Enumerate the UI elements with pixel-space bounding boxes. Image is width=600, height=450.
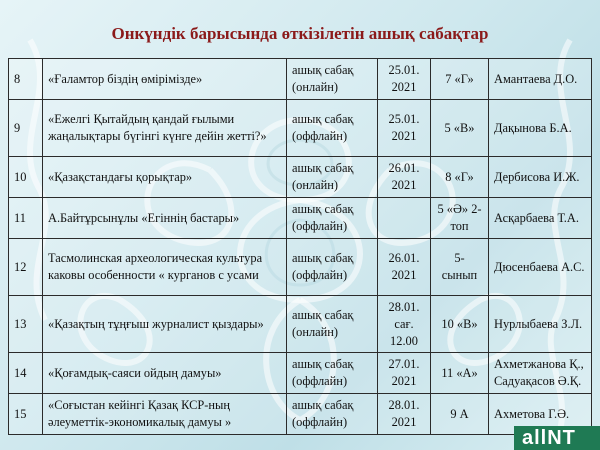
page-title: Онкүндік барысында өткізілетін ашық сабақтар [111, 24, 489, 43]
teacher-name: Асқарбаева Т.А. [489, 198, 592, 239]
lesson-topic: «Соғыстан кейінгі Қазақ КСР-ның әлеуметтік-экономикалық дамуы » [43, 394, 287, 435]
lesson-topic: «Ғаламтор біздің өмірімізде» [43, 59, 287, 100]
table-row [9, 198, 592, 239]
table-row [9, 239, 592, 296]
table-row [9, 296, 592, 353]
teacher-name: Амантаева Д.О. [489, 59, 592, 100]
class-group: 5- сынып [431, 239, 489, 296]
class-group: 5 «В» [431, 100, 489, 157]
row-number: 8 [9, 59, 43, 100]
table-row [9, 394, 592, 435]
teacher-name: Ахметова Г.Ә. [489, 394, 592, 435]
class-group: 8 «Г» [431, 157, 489, 198]
channel-logo [514, 426, 600, 450]
lesson-type: ашық сабақ (оффлайн) [287, 198, 378, 239]
lesson-date [378, 198, 431, 239]
open-lessons-table [8, 58, 592, 435]
row-number: 11 [9, 198, 43, 239]
class-group: 5 «Ә» 2-топ [431, 198, 489, 239]
lesson-date: 26.01. 2021 [378, 157, 431, 198]
row-number: 12 [9, 239, 43, 296]
lesson-topic: «Ежелгі Қытайдың қандай ғылыми жаңалықтары бүгінгі күнге дейін жетті?» [43, 100, 287, 157]
lesson-type: ашық сабақ (онлайн) [287, 157, 378, 198]
lesson-date: 26.01. 2021 [378, 239, 431, 296]
lesson-date: 25.01. 2021 [378, 100, 431, 157]
table-row [9, 157, 592, 198]
lesson-date: 28.01. 2021 [378, 394, 431, 435]
teacher-name: Нурлыбаева З.Л. [489, 296, 592, 353]
lesson-topic: Тасмолинская археологическая культура каковы особенности « курганов с усами [43, 239, 287, 296]
lesson-topic: А.Байтұрсынұлы «Егіннің бастары» [43, 198, 287, 239]
lesson-type: ашық сабақ (онлайн) [287, 59, 378, 100]
lesson-topic: «Қазақтың тұңғыш журналист қыздары» [43, 296, 287, 353]
teacher-name: Дюсенбаева А.С. [489, 239, 592, 296]
lesson-type: ашық сабақ (оффлайн) [287, 100, 378, 157]
lesson-topic: «Қоғамдық-саяси ойдың дамуы» [43, 353, 287, 394]
row-number: 10 [9, 157, 43, 198]
row-number: 9 [9, 100, 43, 157]
row-number: 13 [9, 296, 43, 353]
lesson-date: 25.01. 2021 [378, 59, 431, 100]
row-number: 14 [9, 353, 43, 394]
logo-text: allNT [522, 427, 576, 449]
class-group: 11 «А» [431, 353, 489, 394]
teacher-name: Дақынова Б.А. [489, 100, 592, 157]
lesson-date: 28.01. сағ. 12.00 [378, 296, 431, 353]
lesson-type: ашық сабақ (онлайн) [287, 296, 378, 353]
class-group: 9 А [431, 394, 489, 435]
class-group: 7 «Г» [431, 59, 489, 100]
table-row [9, 353, 592, 394]
lesson-type: ашық сабақ (оффлайн) [287, 394, 378, 435]
lesson-topic: «Қазақстандағы қорықтар» [43, 157, 287, 198]
lesson-type: ашық сабақ (оффлайн) [287, 353, 378, 394]
teacher-name: Дербисова И.Ж. [489, 157, 592, 198]
lesson-type: ашық сабақ (оффлайн) [287, 239, 378, 296]
table-row [9, 100, 592, 157]
row-number: 15 [9, 394, 43, 435]
lesson-date: 27.01. 2021 [378, 353, 431, 394]
teacher-name: Ахметжанова Қ., Садуақасов Ә.Қ. [489, 353, 592, 394]
table-row [9, 59, 592, 100]
class-group: 10 «В» [431, 296, 489, 353]
